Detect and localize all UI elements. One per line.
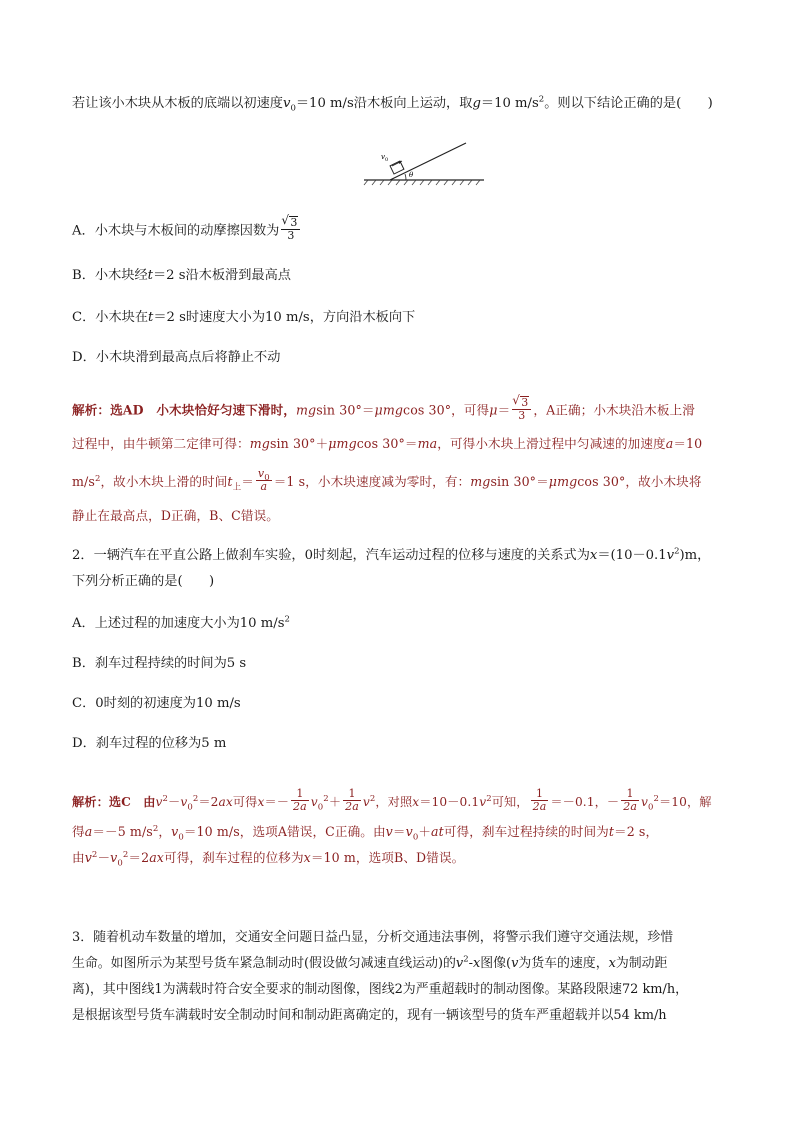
q3-line2: 生命。如图所示为某型号货车紧急制动时(假设做匀减速直线运动)的$v^2-x$图像(v为货车的速度，x为制动距: [72, 954, 668, 971]
incline-diagram: [362, 142, 486, 188]
q2-option-d: D．刹车过程的位移为5 m: [72, 736, 227, 751]
q1-option-d: D．小木块滑到最高点后将静止不动: [72, 350, 281, 365]
q2-answer-line2: 得a＝－5 $m/s^2$，$v_0=10$ m/s，选项A错误，C正确。由$v=v_0+at$可得，刹车过程持续的时间为t＝2 s，: [72, 823, 659, 843]
svg-text:0: 0: [385, 157, 389, 163]
q2-option-a: A．上述过程的加速度大小为10 $m/s^2$: [72, 614, 290, 631]
q1-option-c: C．小木块在t＝2 s时速度大小为10 m/s，方向沿木板向下: [72, 310, 416, 325]
angle-arc: [405, 174, 406, 180]
q1-option-a: A．小木块与木板间的动摩擦因数为 √ $\frac{3}{3}$: [72, 218, 302, 244]
q1-answer-line1: 解析：选AD 小木块恰好匀速下滑时，mgsin 30°＝μmgcos 30°，可得μ＝ √ $\frac{3}{3}$ ，A正确；小木块沿木板上滑: [72, 398, 695, 424]
theta-label: θ: [409, 171, 414, 179]
q2-answer-line3: 由$v^2-v_0^2=2ax$可得，刹车过程的位移为x＝10 m，选项B、D错误。: [72, 849, 465, 869]
q1-answer-line2: 过程中，由牛顿第二定律可得：mgsin 30°＋μmgcos 30°＝ma，可得小木块上滑过程中匀减速的加速度a＝10: [72, 436, 703, 451]
q1-answer-line3: $m/s^2$，故小木块上滑的时间$t_上=$ $\frac{v_0}{a}$ ＝1 s，小木块速度减为零时，有：mgsin 30°＝μmgcos 30°，故小木块将: [72, 467, 702, 493]
q1-option-b: B．小木块经t＝2 s沿木板滑到最高点: [72, 268, 291, 283]
v0-label: v: [381, 153, 385, 161]
q1-stem: 若让该小木块从木板的底端以初速度$v_0=10$ m/s沿木板向上运动，取g＝10 $m/s^2$。则以下结论正确的是( ): [72, 94, 713, 114]
q2-answer-line1: 解析：选C 由$v^2-v_0^2=2ax$可得x＝－ $\frac{1}{2a}$ $v_0^2+$ $\frac{1}{2a}$ $v^2$，对照$x=10-0.1v^2$可知， $\frac{1}{2a}$ ＝－0.1，－ $\frac{1}{2a}$ $v_0^2=10$，解: [72, 787, 712, 813]
q3-line3: 离)，其中图线1为满载时符合安全要求的制动图像，图线2为严重超载时的制动图像。某路段限速72 km/h，: [72, 982, 689, 997]
q3-line4: 是根据该型号货车满载时安全制动时间和制动距离确定的，现有一辆该型号的货车严重超载并以54 km/h: [72, 1008, 667, 1023]
q2-option-b: B．刹车过程持续的时间为5 s: [72, 656, 247, 671]
q2-stem-line1: 2．一辆汽车在平直公路上做刹车实验，0时刻起，汽车运动过程的位移与速度的关系式为$x=(10-0.1v^2)m$，: [72, 546, 711, 563]
q2-option-c: C．0时刻的初速度为10 m/s: [72, 696, 241, 711]
q3-line1: 3．随着机动车数量的增加，交通安全问题日益凸显，分析交通违法事例，将警示我们遵守交通法规，珍惜: [72, 930, 674, 945]
q2-stem-line2: 下列分析正确的是( ): [72, 574, 215, 589]
q1-answer-line4: 静止在最高点，D正确，B、C错误。: [72, 508, 280, 523]
